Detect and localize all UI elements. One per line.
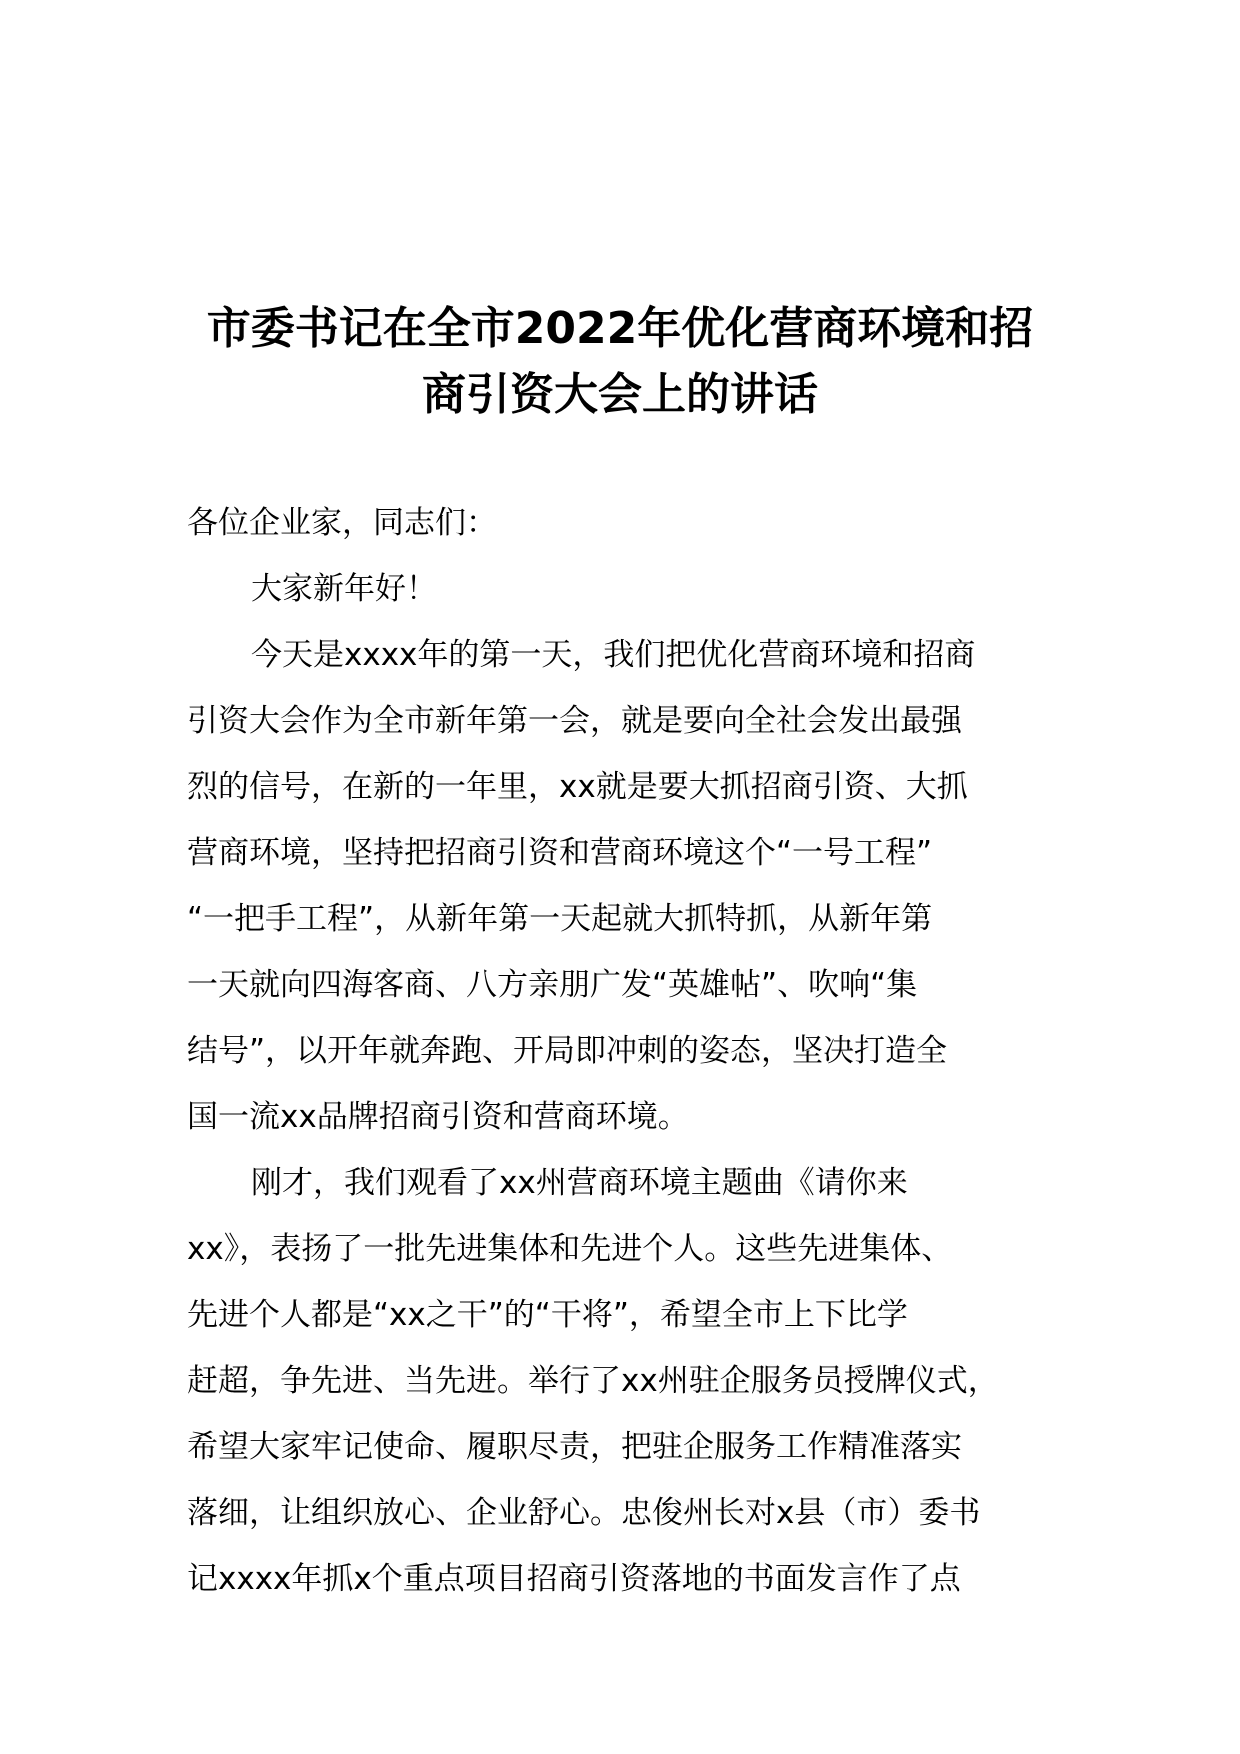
- paragraph-line: 赶超，争先进、当先进。举行了xx州驻企服务员授牌仪式，: [187, 1363, 999, 1399]
- paragraph-line: 国一流xx品牌招商引资和营商环境。: [187, 1099, 689, 1135]
- paragraph-line: 刚才，我们观看了xx州营商环境主题曲《请你来: [251, 1165, 908, 1201]
- title-line: 商引资大会上的讲话: [422, 369, 818, 420]
- paragraph-line: 先进个人都是“xx之干”的“干将”，希望全市上下比学: [187, 1297, 908, 1333]
- paragraph-line: 落细，让组织放心、企业舒心。忠俊州长对x县（市）委书: [187, 1495, 981, 1531]
- paragraph-line: 希望大家牢记使命、履职尽责，把驻企服务工作精准落实: [187, 1429, 962, 1465]
- document-body: [187, 490, 1087, 1612]
- paragraph-line: xx》，表扬了一批先进集体和先进个人。这些先进集体、: [187, 1231, 953, 1267]
- paragraph-line: “一把手工程”，从新年第一天起就大抓特抓，从新年第: [187, 901, 933, 937]
- paragraph-line: 一天就向四海客商、八方亲朋广发“英雄帖”、吹响“集: [187, 967, 918, 1003]
- document-title: [180, 296, 1060, 428]
- greeting-line: 大家新年好！: [251, 571, 437, 607]
- paragraph-line: 营商环境，坚持把招商引资和营商环境这个“一号工程”: [187, 835, 933, 871]
- paragraph-line: 引资大会作为全市新年第一会，就是要向全社会发出最强: [187, 703, 962, 739]
- paragraph-line: 烈的信号，在新的一年里，xx就是要大抓招商引资、大抓: [187, 769, 968, 805]
- salutation: 各位企业家，同志们：: [187, 505, 497, 541]
- paragraph-line: 记xxxx年抓x个重点项目招商引资落地的书面发言作了点: [187, 1561, 961, 1597]
- paragraph-line: 结号”，以开年就奔跑、开局即冲刺的姿态，坚决打造全: [187, 1033, 948, 1069]
- paragraph-line: 今天是xxxx年的第一天，我们把优化营商环境和招商: [251, 637, 976, 673]
- title-line: 市委书记在全市2022年优化营商环境和招: [206, 303, 1034, 354]
